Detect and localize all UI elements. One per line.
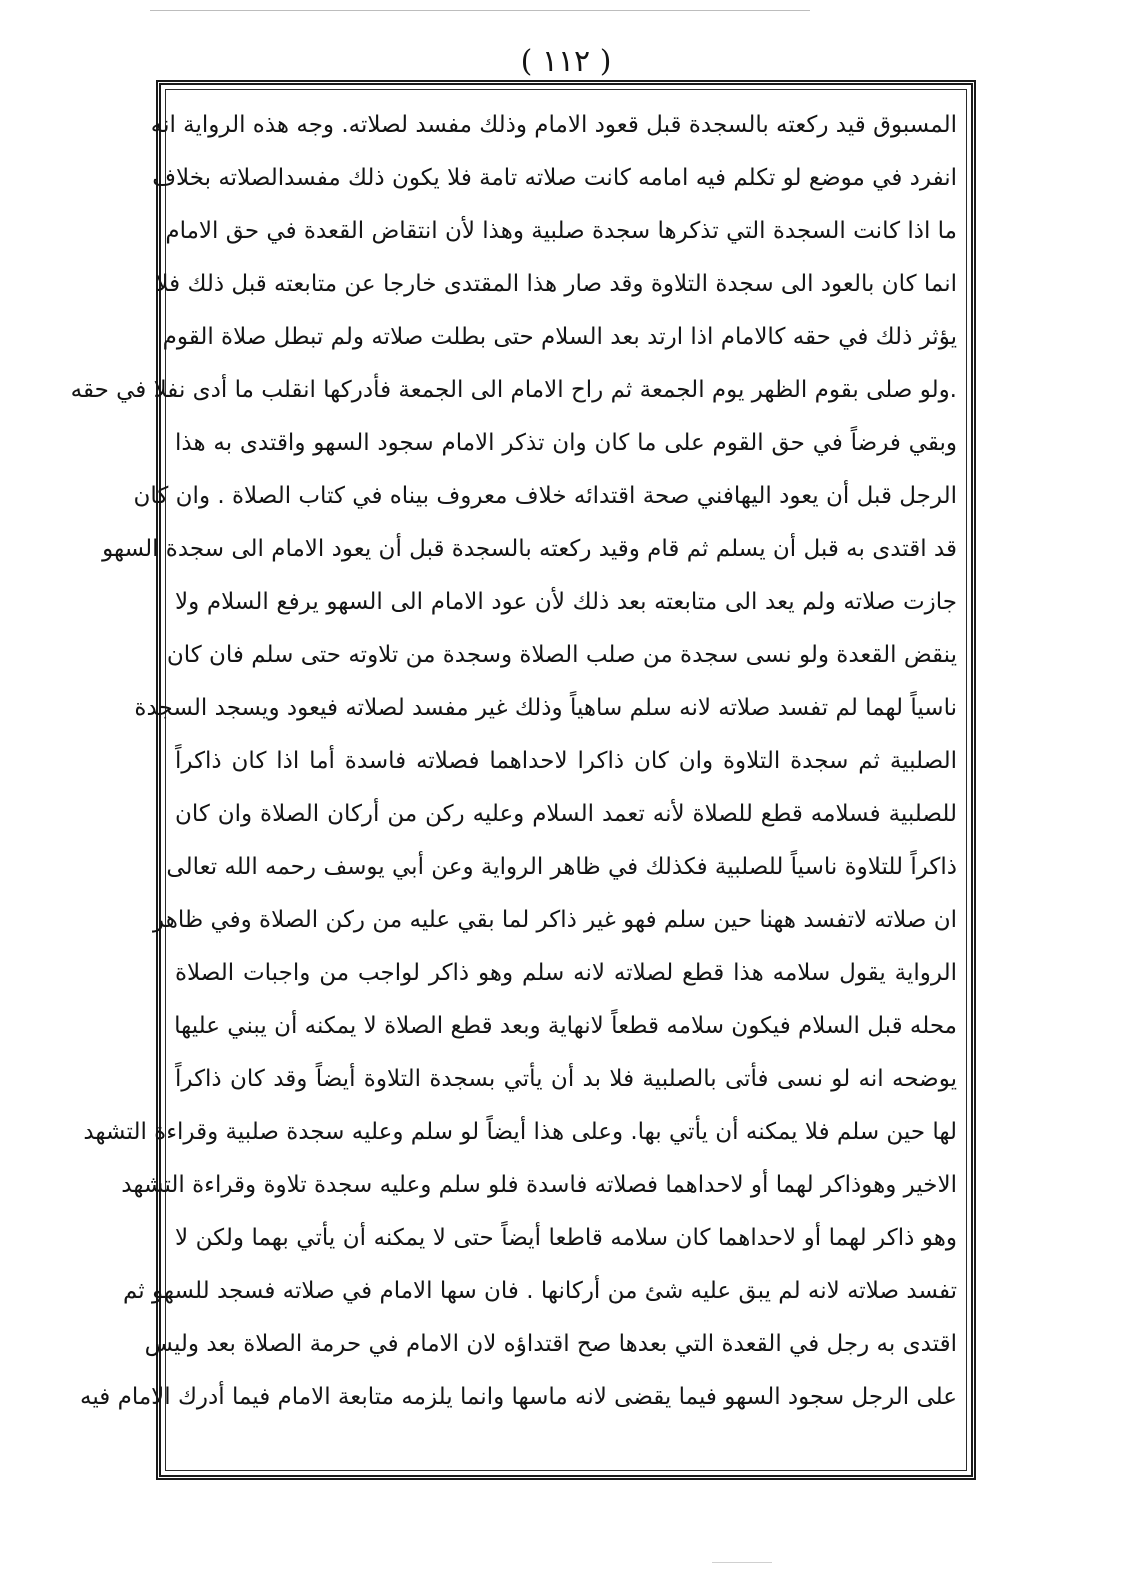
text-line: اقتدى به رجل في القعدة التي بعدها صح اقتداؤه لان الامام في حرمة الصلاة بعد وليس — [144, 1331, 957, 1357]
text-line: يؤثر ذلك في حقه كالامام اذا ارتد بعد السلام حتى بطلت صلاته ولم تبطل صلاة القوم — [162, 324, 957, 350]
text-line: ان صلاته لاتفسد ههنا حين سلم فهو غير ذاكر لما بقي عليه من ركن الصلاة وفي ظاهر — [153, 907, 957, 933]
text-line: ناسياً لهما لم تفسد صلاته لانه سلم ساهياً وذلك غير مفسد لصلاته فيعود ويسجد السجدة — [134, 695, 957, 721]
text-line: يوضحه انه لو نسى فأتى بالصلبية فلا بد أن يأتي بسجدة التلاوة أيضاً وقد كان ذاكراً — [175, 1066, 957, 1092]
text-line: ما اذا كانت السجدة التي تذكرها سجدة صلبية وهذا لأن انتقاض القعدة في حق الامام — [165, 218, 957, 244]
bottom-mark — [712, 1562, 772, 1563]
text-line: محله قبل السلام فيكون سلامه قطعاً لانهاية وبعد قطع الصلاة لا يمكنه أن يبني عليها — [174, 1013, 957, 1039]
text-line: لها حين سلم فلا يمكنه أن يأتي بها. وعلى هذا أيضاً لو سلم وعليه سجدة صلبية وقراءة التشهد — [83, 1119, 957, 1145]
text-line: الصلبية ثم سجدة التلاوة وان كان ذاكرا لاحداهما فصلاته فاسدة أما اذا كان ذاكراً — [175, 748, 957, 774]
text-line: الاخير وهوذاكر لهما أو لاحداهما فصلاته فاسدة فلو سلم وعليه سجدة تلاوة وقراءة التشهد — [121, 1172, 957, 1198]
text-line: انما كان بالعود الى سجدة التلاوة وقد صار هذا المقتدى خارجا عن متابعته قبل ذلك فلا — [155, 271, 957, 297]
text-line: على الرجل سجود السهو فيما يقضى لانه ماسها وانما يلزمه متابعة الامام فيما أدرك الامام فيه — [80, 1384, 957, 1410]
text-line: قد اقتدى به قبل أن يسلم ثم قام وقيد ركعته بالسجدة قبل أن يعود الامام الى سجدة السهو — [102, 536, 957, 562]
text-line: .ولو صلى بقوم الظهر يوم الجمعة ثم راح الامام الى الجمعة فأدركها انقلب ما أدى نفلا في حقه — [70, 377, 957, 403]
page-frame — [70, 80, 976, 1480]
text-block — [70, 99, 957, 1424]
text-line: المسبوق قيد ركعته بالسجدة قبل قعود الامام وذلك مفسد لصلاته. وجه هذه الرواية انه — [150, 112, 957, 138]
text-line: ينقض القعدة ولو نسى سجدة من صلب الصلاة وسجدة من تلاوته حتى سلم فان كان — [166, 642, 957, 668]
text-line: جازت صلاته ولم يعد الى متابعته بعد ذلك لأن عود الامام الى السهو يرفع السلام ولا — [175, 589, 957, 615]
text-line: الرجل قبل أن يعود اليهافني صحة اقتدائه خلاف معروف بيناه في كتاب الصلاة . وان كان — [133, 483, 957, 509]
text-line: الرواية يقول سلامه هذا قطع لصلاته لانه سلم وهو ذاكر لواجب من واجبات الصلاة — [175, 960, 957, 986]
text-line: انفرد في موضع لو تكلم فيه امامه كانت صلاته تامة فلا يكون ذلك مفسدالصلاته بخلاف — [152, 165, 957, 191]
text-line: تفسد صلاته لانه لم يبق عليه شئ من أركانها . فان سها الامام في صلاته فسجد للسهو ثم — [122, 1278, 957, 1304]
page-number: ( ١١٢ ) — [520, 44, 612, 79]
text-line: وبقي فرضاً في حق القوم على ما كان وان تذكر الامام سجود السهو واقتدى به هذا — [175, 430, 957, 456]
top-rule — [150, 10, 810, 11]
text-line: ذاكراً للتلاوة ناسياً للصلبية فكذلك في ظاهر الرواية وعن أبي يوسف رحمه الله تعالى — [166, 854, 957, 880]
text-line: للصلبية فسلامه قطع للصلاة لأنه تعمد السلام وعليه ركن من أركان الصلاة وان كان — [175, 801, 957, 827]
text-line: وهو ذاكر لهما أو لاحداهما كان سلامه قاطعا أيضاً حتى لا يمكنه أن يأتي بهما ولكن لا — [175, 1225, 957, 1251]
